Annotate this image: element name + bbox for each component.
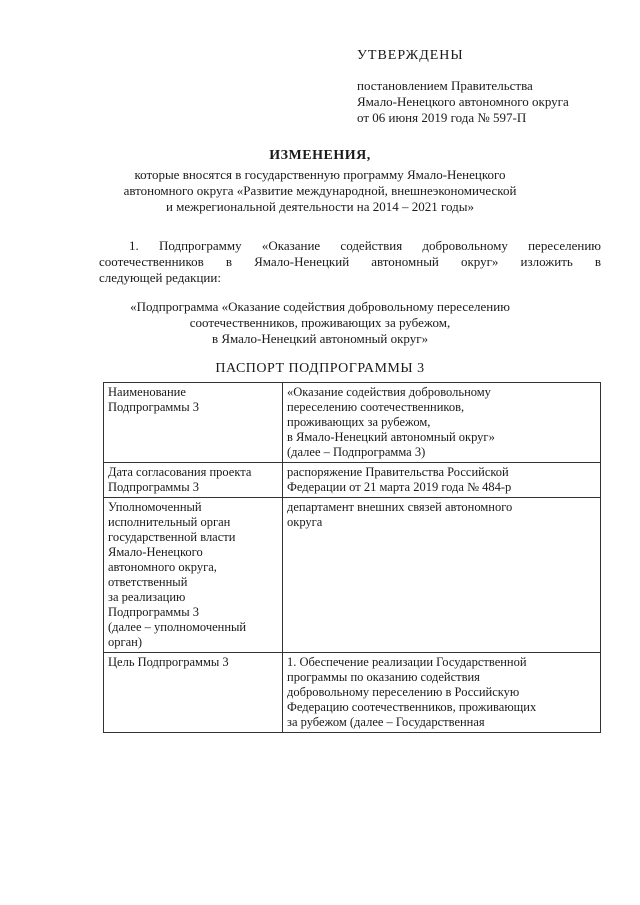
row-label-cell	[104, 383, 283, 463]
row-value-line: Федерацию соотечественников, проживающих	[287, 700, 537, 714]
approval-title: УТВЕРЖДЕНЫ	[357, 48, 464, 63]
row-value-line: в Ямало-Ненецкий автономный округ»	[287, 430, 495, 444]
quote-line: «Подпрограмма «Оказание содействия добровольному переселению	[130, 299, 510, 314]
approval-block	[357, 48, 617, 126]
row-label-line: Подпрограммы 3	[108, 605, 199, 619]
amendment-paragraph	[99, 238, 601, 286]
row-label-line: государственной власти	[108, 530, 236, 544]
row-value-line: 1. Обеспечение реализации Государственной	[287, 655, 527, 669]
subtitle-line: и межрегиональной деятельности на 2014 – 2021 годы»	[165, 199, 475, 214]
quote-line: в Ямало-Ненецкий автономный округ»	[211, 331, 429, 346]
table-row	[104, 383, 601, 463]
approval-line: Ямало-Ненецкого автономного округа	[357, 94, 569, 109]
table-row	[104, 653, 601, 733]
subtitle-line: которые вносятся в государственную программу Ямало-Ненецкого	[134, 167, 506, 182]
row-label-line: автономного округа,	[108, 560, 217, 574]
row-label-cell	[104, 653, 283, 733]
passport-table	[103, 382, 601, 733]
row-value-cell	[283, 463, 601, 498]
document-title: ИЗМЕНЕНИЯ,	[269, 148, 371, 163]
row-value-line: за рубежом (далее – Государственная	[287, 715, 485, 729]
approval-line: от 06 июня 2019 года № 597-П	[357, 110, 527, 125]
row-value-line: департамент внешних связей автономного	[287, 500, 513, 514]
passport-title: ПАСПОРТ ПОДПРОГРАММЫ 3	[215, 361, 425, 376]
row-value-line: (далее – Подпрограмма 3)	[287, 445, 426, 459]
row-value-cell	[283, 383, 601, 463]
passport-table-body	[104, 383, 601, 733]
row-label-cell	[104, 498, 283, 653]
table-row	[104, 498, 601, 653]
paragraph-line: следующей редакции:	[99, 270, 221, 285]
row-value-line: Федерации от 21 марта 2019 года № 484-р	[287, 480, 512, 494]
row-label-line: за реализацию	[108, 590, 186, 604]
row-label-line: Подпрограммы 3	[108, 480, 199, 494]
row-value-line: распоряжение Правительства Российской	[287, 465, 509, 479]
row-value-cell	[283, 498, 601, 653]
row-label-line: ответственный	[108, 575, 188, 589]
subtitle-line: автономного округа «Развитие международной, внешнеэкономической	[123, 183, 517, 198]
row-value-line: добровольному переселению в Российскую	[287, 685, 520, 699]
approval-line: постановлением Правительства	[357, 78, 533, 93]
row-label-cell	[104, 463, 283, 498]
row-value-cell	[283, 653, 601, 733]
row-value-line: программы по оказанию содействия	[287, 670, 480, 684]
quote-line: соотечественников, проживающих за рубежом,	[189, 315, 451, 330]
row-value-line: переселению соотечественников,	[287, 400, 465, 414]
row-label-line: Подпрограммы 3	[108, 400, 199, 414]
row-value-line: «Оказание содействия добровольному	[287, 385, 491, 399]
subprogram-quote	[0, 299, 640, 347]
row-label-line: Наименование	[108, 385, 186, 399]
row-label-line: (далее – уполномоченный	[108, 620, 247, 634]
row-label-line: Цель Подпрограммы 3	[108, 655, 229, 669]
paragraph-line: соотечественников в Ямало-Ненецкий автономный округ» изложить в	[99, 254, 601, 269]
row-label-line: орган)	[108, 635, 143, 649]
row-value-line: округа	[287, 515, 323, 529]
table-row	[104, 463, 601, 498]
row-label-line: Ямало-Ненецкого	[108, 545, 203, 559]
row-label-line: Уполномоченный	[108, 500, 202, 514]
paragraph-line: 1. Подпрограмму «Оказание содействия добровольному переселению	[129, 238, 601, 253]
row-label-line: исполнительный орган	[108, 515, 231, 529]
row-value-line: проживающих за рубежом,	[287, 415, 431, 429]
document-subtitle	[0, 167, 640, 215]
row-label-line: Дата согласования проекта	[108, 465, 252, 479]
